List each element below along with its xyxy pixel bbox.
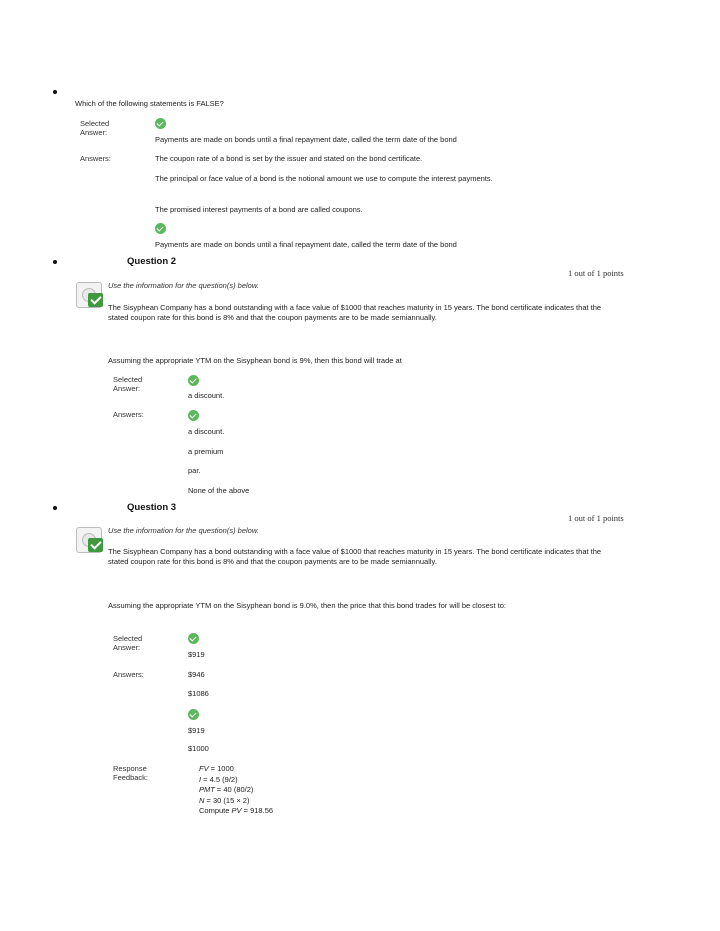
selected-answer-label: Selected Answer: [80, 119, 110, 137]
question-title: Question 2 [127, 256, 177, 267]
correct-check-icon [188, 633, 199, 644]
correct-check-icon [188, 709, 199, 720]
answer-option: $946 [188, 670, 205, 679]
question-correct-icon [76, 527, 106, 555]
correct-check-icon [155, 118, 166, 129]
correct-check-icon [188, 410, 199, 421]
feedback-line: Compute PV = 918.56 [199, 806, 274, 815]
answer-option: a premium [188, 447, 224, 456]
response-feedback [199, 764, 273, 817]
question-title: Question 3 [127, 502, 177, 513]
answers-label: Answers: [113, 410, 144, 419]
answer-option: $1000 [188, 744, 209, 753]
answer-option: $919 [188, 726, 205, 735]
answer-option: The promised interest payments of a bond are called coupons. [155, 205, 363, 214]
correct-check-icon [155, 223, 166, 234]
question-correct-icon [76, 282, 106, 310]
answer-option: None of the above [188, 486, 250, 495]
question-points: 1 out of 1 points [568, 513, 624, 523]
answer-option: The coupon rate of a bond is set by the issuer and stated on the bond certificate. [155, 154, 423, 163]
selected-answer-label: Selected Answer: [113, 375, 143, 393]
list-bullet [53, 90, 57, 94]
answer-option: Payments are made on bonds until a final repayment date, called the term date of the bond [155, 240, 457, 249]
answer-option: $1086 [188, 689, 209, 698]
selected-answer-label: Selected Answer: [113, 634, 143, 652]
selected-answer-text: $919 [188, 650, 205, 659]
feedback-line: I = 4.5 (9/2) [199, 774, 238, 784]
question-prompt: Assuming the appropriate YTM on the Sisyphean bond is 9%, then this bond will trade at [108, 356, 402, 365]
response-feedback-label: Response Feedback: [113, 764, 149, 782]
selected-answer-text: a discount. [188, 391, 225, 400]
list-bullet [53, 506, 57, 510]
feedback-line: N = 30 (15 × 2) [199, 795, 250, 805]
feedback-line: FV = 1000 [199, 764, 234, 773]
question-prompt: Which of the following statements is FALSE? [75, 99, 224, 108]
question-prompt: Assuming the appropriate YTM on the Sisyphean bond is 9.0%, then the price that this bond trades for will be closest to: [108, 601, 507, 610]
question-context: The Sisyphean Company has a bond outstanding with a face value of $1000 that reaches maturity in 15 years. The bond certificate indicates that the stated coupon rate for this bond is 8% and that the coupon payments are to be made semiannually. [108, 303, 602, 322]
question-instruction: Use the information for the question(s) below. [108, 281, 259, 290]
answer-option: The principal or face value of a bond is the notional amount we use to compute the interest payments. [155, 174, 493, 183]
answer-option: a discount. [188, 427, 225, 436]
answers-label: Answers: [80, 154, 111, 163]
question-instruction: Use the information for the question(s) below. [108, 526, 259, 535]
answers-label: Answers: [113, 670, 144, 679]
list-bullet [53, 260, 57, 264]
selected-answer-text: Payments are made on bonds until a final repayment date, called the term date of the bond [155, 135, 457, 144]
question-points: 1 out of 1 points [568, 268, 624, 278]
question-context: The Sisyphean Company has a bond outstanding with a face value of $1000 that reaches maturity in 15 years. The bond certificate indicates that the stated coupon rate for this bond is 8% and that the coupon payments are to be made semiannually. [108, 547, 602, 566]
feedback-line: PMT = 40 (80/2) [199, 785, 254, 794]
correct-check-icon [188, 375, 199, 386]
answer-option: par. [188, 466, 201, 475]
